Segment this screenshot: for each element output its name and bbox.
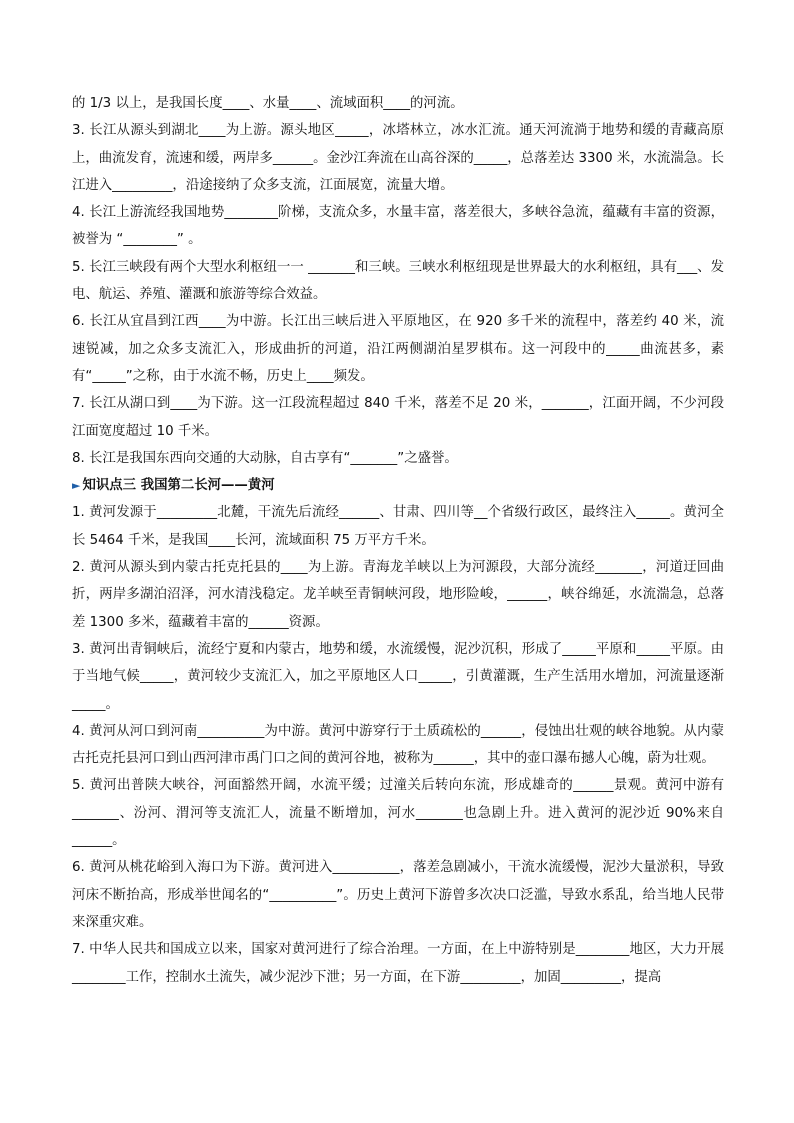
paragraph: 5. 黄河出普陕大峡谷，河面豁然开阔，水流平缓；过潼关后转向东流，形成雄奇的______景观。黄河中游有_______、汾河、渭河等支流汇人，流量不断增加，河水_______也急剧上升。进入黄河的泥沙近 90%来自______。 <box>72 778 724 849</box>
paragraph: 3. 黄河出青铜峡后，流经宁夏和内蒙古，地势和缓，水流缓慢，泥沙沉积，形成了_____平原和_____平原。由于当地气候_____，黄河较少支流汇入，加之平原地区人口_____，引黄灌溉，生产生活用水增加，河流量逐渐_____。 <box>72 641 724 712</box>
paragraph: 8. 长江是我国东西向交通的大动脉，自古享有“_______”之盛誉。 <box>72 450 458 466</box>
paragraph: 5. 长江三峡段有两个大型水利枢纽一一 _______和三峡。三峡水利枢纽现是世界最大的水利枢纽，具有___、发电、航运、养殖、灌溉和旅游等综合效益。 <box>72 259 724 303</box>
paragraph: 4. 长江上游流经我国地势________阶梯，支流众多，水量丰富，落差很大，多峡谷急流，蕴藏有丰富的资源，被誉为 “________” 。 <box>72 205 724 248</box>
paragraph: 6. 黄河从桃花峪到入海口为下游。黄河进入__________，落差急剧减小，干流水流缓慢，泥沙大量淤积，导致河床不断抬高，形成举世闻名的“__________”。历史上黄河下游曾多次决口泛滥，导致水系乱，给当地人民带来深重灾难。 <box>72 860 724 930</box>
document-body <box>72 90 724 991</box>
section-heading-text: 知识点三 我国第二长河——黄河 <box>82 478 275 494</box>
section-heading <box>72 472 724 499</box>
paragraph: 2. 黄河从源头到内蒙古托克托县的____为上游。青海龙羊峡以上为河源段，大部分流经_______，河道迂回曲折，两岸多湖泊沼泽，河水清浅稳定。龙羊峡至青铜峡河段，地形险峻，______，峡谷绵延，水流湍急，总落差 1300 多米，蕴藏着丰富的______资源。 <box>72 560 724 630</box>
paragraph: 6. 长江从宜昌到江西____为中游。长江出三峡后进入平原地区，在 920 多千米的流程中，落差约 40 米，流速锐减，加之众多支流汇入，形成曲折的河道，沿江两侧湖泊星罗棋布。这一河段中的_____曲流甚多，素有“_____”之称，由于水流不畅，历史上____频发。 <box>72 314 724 384</box>
paragraph: 7. 中华人民共和国成立以来，国家对黄河进行了综合治理。一方面，在上中游特别是________地区，大力开展________工作，控制水土流失，减少泥沙下泄；另一方面，在下游_________，加固_________，提高 <box>72 942 724 985</box>
paragraph: 1. 黄河发源于_________北麓，干流先后流经______、甘肃、四川等__个省级行政区，最终注入_____。黄河全长 5464 千米，是我国____长河，流域面积 75 万平方千米。 <box>72 505 724 548</box>
paragraph: 3. 长江从源头到湖北____为上游。源头地区_____，冰塔林立，冰水汇流。通天河流淌于地势和缓的青藏高原上，曲流发育，流速和缓，两岸多______。金沙江奔流在山高谷深的_____，总落差达 3300 米，水流湍急。长江进入_________，沿途接纳了众多支流，江面展宽，流量大增。 <box>72 123 724 193</box>
triangle-marker-icon: ► <box>72 479 81 493</box>
paragraph: 7. 长江从湖口到____为下游。这一江段流程超过 840 千米，落差不足 20 米，_______，江面开阔，不少河段江面宽度超过 10 千米。 <box>72 396 724 439</box>
paragraph: 的 1/3 以上，是我国长度____、水量____、流域面积____的河流。 <box>72 96 464 111</box>
paragraph: 4. 黄河从河口到河南__________为中游。黄河中游穿行于土质疏松的______，侵蚀出壮观的峡谷地貌。从内蒙古托克托县河口到山西河津市禹门口之间的黄河谷地，被称为______，其中的壶口瀑布撼人心魄，蔚为壮观。 <box>72 723 724 767</box>
